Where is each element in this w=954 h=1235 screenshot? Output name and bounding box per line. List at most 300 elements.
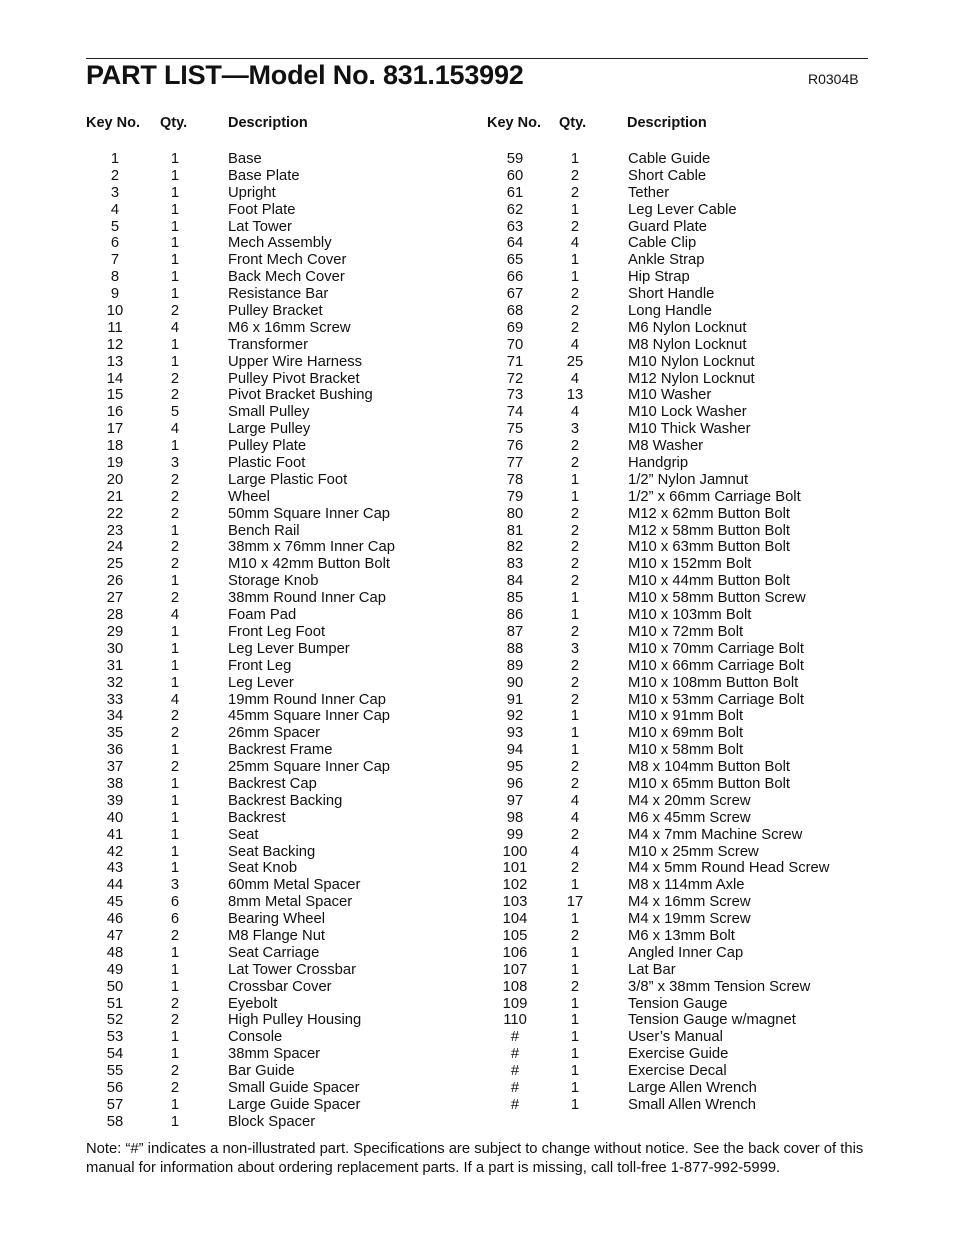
part-qty: 2 [570, 218, 580, 235]
part-description: High Pulley Housing [228, 1012, 362, 1029]
part-description: 19mm Round Inner Cap [228, 691, 386, 708]
part-description: Bench Rail [228, 522, 300, 539]
part-row [0, 455, 954, 472]
part-qty: 5 [170, 404, 180, 421]
part-key-no: 2 [110, 167, 120, 184]
part-qty: 1 [170, 201, 180, 218]
part-description: Pulley Bracket [228, 303, 323, 320]
part-qty: 1 [570, 708, 580, 725]
part-row [0, 725, 954, 742]
part-description: Exercise Decal [628, 1063, 727, 1080]
part-key-no: 101 [502, 860, 528, 877]
part-description: Front Mech Cover [228, 252, 347, 269]
part-description: Pulley Plate [228, 438, 307, 455]
part-key-no: 38 [106, 775, 124, 792]
part-qty: 1 [170, 252, 180, 269]
part-key-no: 53 [106, 1029, 124, 1046]
part-qty: 1 [570, 877, 580, 894]
part-description: Handgrip [628, 455, 689, 472]
part-qty: 2 [170, 505, 180, 522]
part-key-no: 108 [502, 978, 528, 995]
part-description: Large Pulley [228, 421, 311, 438]
part-row [0, 1097, 954, 1114]
part-key-no: 32 [106, 674, 124, 691]
part-description: Pivot Bracket Bushing [228, 387, 373, 404]
part-description: 1/2” x 66mm Carriage Bolt [628, 488, 801, 505]
part-row [0, 1029, 954, 1046]
part-key-no: 64 [506, 235, 524, 252]
part-qty: 2 [570, 691, 580, 708]
part-key-no: 87 [506, 623, 524, 640]
part-row [0, 506, 954, 523]
part-description: Seat Backing [228, 843, 316, 860]
part-description: M10 x 69mm Bolt [628, 725, 744, 742]
part-key-no: 34 [106, 708, 124, 725]
part-key-no: # [510, 1029, 520, 1046]
part-description: Base [228, 151, 262, 167]
part-qty: 2 [170, 303, 180, 320]
part-row [0, 337, 954, 354]
part-description: 38mm Round Inner Cap [228, 590, 386, 607]
part-qty: 2 [170, 725, 180, 742]
part-description: Tension Gauge w/magnet [628, 1012, 796, 1029]
part-description: Eyebolt [228, 995, 278, 1012]
part-qty: 1 [570, 1079, 580, 1096]
header-qty-left: Qty. [160, 115, 188, 131]
part-qty: 2 [570, 657, 580, 674]
part-description: Block Spacer [228, 1113, 316, 1130]
part-qty: 2 [570, 303, 580, 320]
part-row [0, 877, 954, 894]
part-key-no: 106 [502, 944, 528, 961]
part-row [0, 759, 954, 776]
part-key-no: 50 [106, 978, 124, 995]
part-key-no: # [510, 1063, 520, 1080]
part-qty: 1 [570, 151, 580, 167]
part-qty: 1 [170, 944, 180, 961]
part-row [0, 776, 954, 793]
part-qty: 1 [570, 911, 580, 928]
part-qty: 1 [170, 1113, 180, 1130]
part-row [0, 844, 954, 861]
header-desc-right: Description [627, 115, 707, 131]
part-description: Bar Guide [228, 1063, 295, 1080]
part-description: M10 x 53mm Carriage Bolt [628, 691, 804, 708]
part-key-no: 4 [110, 201, 120, 218]
part-key-no: # [510, 1096, 520, 1113]
part-row [0, 979, 954, 996]
part-qty: 3 [570, 421, 580, 438]
part-key-no: 55 [106, 1063, 124, 1080]
part-row [0, 219, 954, 236]
part-key-no: 26 [106, 573, 124, 590]
part-description: Small Pulley [228, 404, 310, 421]
part-qty: 1 [570, 471, 580, 488]
part-description: 26mm Spacer [228, 725, 321, 742]
part-description: 38mm Spacer [228, 1046, 321, 1063]
part-key-no: 86 [506, 607, 524, 624]
part-qty: 1 [570, 488, 580, 505]
part-qty: 2 [570, 860, 580, 877]
part-description: 45mm Square Inner Cap [228, 708, 391, 725]
part-description: M8 x 114mm Axle [628, 877, 745, 894]
part-row [0, 151, 954, 168]
part-qty: 1 [570, 1096, 580, 1113]
part-qty: 2 [170, 759, 180, 776]
part-qty: 1 [170, 353, 180, 370]
part-key-no: 48 [106, 944, 124, 961]
part-description: Guard Plate [628, 218, 707, 235]
part-qty: 1 [170, 336, 180, 353]
part-description: M10 x 66mm Carriage Bolt [628, 657, 804, 674]
part-description: Ankle Strap [628, 252, 705, 269]
part-key-no: 77 [506, 455, 524, 472]
part-qty: 1 [570, 607, 580, 624]
part-row [0, 404, 954, 421]
part-description: Base Plate [228, 167, 300, 184]
part-key-no: 109 [502, 995, 528, 1012]
part-qty: 2 [170, 1063, 180, 1080]
part-qty: 2 [170, 539, 180, 556]
part-qty: 1 [170, 522, 180, 539]
part-qty: 2 [170, 370, 180, 387]
parts-list-right [0, 151, 954, 1114]
part-row [0, 202, 954, 219]
part-qty: 1 [170, 809, 180, 826]
part-key-no: 104 [502, 911, 528, 928]
part-row [0, 438, 954, 455]
part-qty: 1 [570, 944, 580, 961]
part-description: Tether [628, 184, 670, 201]
part-qty: 2 [570, 167, 580, 184]
part-description: M4 x 19mm Screw [628, 911, 751, 928]
part-row [0, 556, 954, 573]
part-description: M8 Flange Nut [228, 927, 326, 944]
part-row [0, 1012, 954, 1029]
part-qty: 2 [570, 556, 580, 573]
part-key-no: 41 [106, 826, 124, 843]
part-key-no: 72 [506, 370, 524, 387]
header-key-left: Key No. [86, 115, 140, 131]
part-row [0, 185, 954, 202]
part-description: Large Plastic Foot [228, 471, 348, 488]
part-key-no: 60 [506, 167, 524, 184]
part-qty: 4 [570, 843, 580, 860]
part-row [0, 860, 954, 877]
part-qty: 2 [570, 455, 580, 472]
part-qty: 4 [170, 691, 180, 708]
part-row [0, 523, 954, 540]
part-key-no: 63 [506, 218, 524, 235]
part-qty: 1 [170, 573, 180, 590]
part-qty: 3 [170, 877, 180, 894]
part-qty: 1 [170, 826, 180, 843]
part-description: M4 x 16mm Screw [628, 894, 751, 911]
part-key-no: 51 [106, 995, 124, 1012]
part-key-no: 78 [506, 471, 524, 488]
part-key-no: 11 [107, 319, 123, 336]
part-qty: 1 [170, 1096, 180, 1113]
part-description: 3/8” x 38mm Tension Screw [628, 978, 811, 995]
part-qty: 1 [170, 961, 180, 978]
part-key-no: 99 [506, 826, 524, 843]
part-description: Leg Lever Cable [628, 201, 737, 218]
part-row [0, 590, 954, 607]
part-qty: 4 [170, 607, 180, 624]
part-qty: 2 [570, 286, 580, 303]
part-key-no: 73 [506, 387, 524, 404]
part-description: M10 x 42mm Button Bolt [228, 556, 391, 573]
part-row [0, 1080, 954, 1097]
part-qty: 17 [566, 894, 584, 911]
part-key-no: 58 [106, 1113, 124, 1130]
part-qty: 2 [570, 438, 580, 455]
part-key-no: 96 [506, 775, 524, 792]
part-row [0, 827, 954, 844]
part-qty: 1 [170, 1046, 180, 1063]
part-description: Resistance Bar [228, 286, 329, 303]
part-key-no: 71 [506, 353, 524, 370]
part-qty: 4 [570, 809, 580, 826]
part-qty: 2 [570, 759, 580, 776]
part-description: M10 x 91mm Bolt [628, 708, 744, 725]
part-description: Backrest Backing [228, 792, 343, 809]
part-qty: 2 [570, 927, 580, 944]
part-key-no: 6 [110, 235, 120, 252]
part-key-no: 30 [106, 640, 124, 657]
part-description: Upper Wire Harness [228, 353, 363, 370]
part-row [0, 658, 954, 675]
part-qty: 2 [170, 488, 180, 505]
part-key-no: 21 [106, 488, 124, 505]
part-description: Backrest Cap [228, 775, 317, 792]
part-qty: 1 [170, 657, 180, 674]
part-key-no: 47 [106, 927, 124, 944]
part-description: Tension Gauge [628, 995, 728, 1012]
part-qty: 2 [570, 184, 580, 201]
part-description: Small Guide Spacer [228, 1079, 360, 1096]
part-key-no: 22 [106, 505, 124, 522]
part-key-no: 23 [106, 522, 124, 539]
part-description: M10 x 70mm Carriage Bolt [628, 640, 804, 657]
part-description: Hip Strap [628, 269, 690, 286]
part-qty: 2 [570, 674, 580, 691]
part-key-no: 35 [106, 725, 124, 742]
part-row [0, 489, 954, 506]
part-key-no: 80 [506, 505, 524, 522]
part-description: M4 x 5mm Round Head Screw [628, 860, 830, 877]
part-description: Cable Guide [628, 151, 711, 167]
part-description: Exercise Guide [628, 1046, 729, 1063]
part-key-no: 54 [106, 1046, 124, 1063]
part-description: M10 Lock Washer [628, 404, 747, 421]
part-key-no: 9 [110, 286, 120, 303]
part-key-no: 28 [106, 607, 124, 624]
part-qty: 4 [570, 336, 580, 353]
header-qty-right: Qty. [559, 115, 587, 131]
part-key-no: 12 [106, 336, 124, 353]
part-key-no: 107 [502, 961, 528, 978]
part-qty: 2 [570, 623, 580, 640]
part-description: M12 x 62mm Button Bolt [628, 505, 791, 522]
part-row [0, 421, 954, 438]
part-qty: 1 [570, 725, 580, 742]
part-key-no: 98 [506, 809, 524, 826]
part-description: M6 Nylon Locknut [628, 319, 747, 336]
part-qty: 2 [570, 573, 580, 590]
part-qty: 6 [170, 894, 180, 911]
part-qty: 1 [170, 623, 180, 640]
part-description: Lat Bar [628, 961, 676, 978]
part-description: Pulley Pivot Bracket [228, 370, 360, 387]
part-qty: 4 [570, 404, 580, 421]
part-description: Large Guide Spacer [228, 1096, 361, 1113]
part-row [0, 235, 954, 252]
part-row [0, 168, 954, 185]
part-key-no: 1 [110, 151, 120, 167]
part-key-no: 13 [106, 353, 124, 370]
part-description: 38mm x 76mm Inner Cap [228, 539, 395, 556]
part-description: Seat Knob [228, 860, 298, 877]
part-description: M6 x 16mm Screw [228, 319, 351, 336]
part-key-no: 62 [506, 201, 524, 218]
part-description: Angled Inner Cap [628, 944, 744, 961]
part-qty: 1 [570, 995, 580, 1012]
part-description: Crossbar Cover [228, 978, 332, 995]
part-key-no: 59 [506, 151, 524, 167]
part-key-no: 103 [502, 894, 528, 911]
part-key-no: 81 [506, 522, 524, 539]
part-description: Bearing Wheel [228, 911, 326, 928]
part-qty: 6 [170, 911, 180, 928]
part-key-no: 44 [106, 877, 124, 894]
part-qty: 1 [570, 590, 580, 607]
part-key-no: 75 [506, 421, 524, 438]
part-qty: 4 [170, 421, 180, 438]
part-description: M10 x 72mm Bolt [628, 623, 744, 640]
part-qty: 1 [570, 1063, 580, 1080]
part-row [0, 675, 954, 692]
part-key-no: 8 [110, 269, 120, 286]
part-qty: 1 [170, 1029, 180, 1046]
part-description: M10 x 44mm Button Bolt [628, 573, 791, 590]
part-description: M4 x 20mm Screw [628, 792, 751, 809]
part-key-no: 66 [506, 269, 524, 286]
part-row [0, 624, 954, 641]
part-row [0, 962, 954, 979]
part-row [0, 303, 954, 320]
part-description: Front Leg Foot [228, 623, 326, 640]
part-description: Cable Clip [628, 235, 697, 252]
part-row [0, 354, 954, 371]
part-qty: 3 [170, 455, 180, 472]
part-description: Seat [228, 826, 259, 843]
part-qty: 1 [170, 218, 180, 235]
part-row [0, 1114, 470, 1131]
part-key-no: 20 [106, 471, 124, 488]
part-description: User’s Manual [628, 1029, 723, 1046]
part-qty: 2 [170, 471, 180, 488]
part-description: Transformer [228, 336, 309, 353]
part-key-no: 76 [506, 438, 524, 455]
part-row [0, 742, 954, 759]
part-key-no: 14 [106, 370, 124, 387]
part-qty: 1 [570, 961, 580, 978]
part-description: 8mm Metal Spacer [228, 894, 353, 911]
part-qty: 2 [570, 775, 580, 792]
part-qty: 2 [570, 522, 580, 539]
part-key-no: 105 [502, 927, 528, 944]
part-qty: 1 [170, 286, 180, 303]
part-description: Short Cable [628, 167, 707, 184]
part-qty: 1 [170, 151, 180, 167]
part-key-no: 82 [506, 539, 524, 556]
part-description: Foam Pad [228, 607, 297, 624]
part-key-no: 42 [106, 843, 124, 860]
part-description: M10 x 58mm Bolt [628, 742, 744, 759]
part-qty: 1 [170, 184, 180, 201]
part-qty: 2 [570, 539, 580, 556]
part-qty: 1 [570, 269, 580, 286]
part-description: M10 x 65mm Button Bolt [628, 775, 791, 792]
part-description: M10 x 58mm Button Screw [628, 590, 806, 607]
part-description: Console [228, 1029, 283, 1046]
part-qty: 2 [570, 319, 580, 336]
footnote: Note: “#” indicates a non-illustrated part. Specifications are subject to change without notice. See the back cover of this manual for information about ordering replacement parts. If a part is missing, call toll-free 1-877-992-5999. [86, 1141, 864, 1176]
part-key-no: 65 [506, 252, 524, 269]
part-row [0, 911, 954, 928]
part-description: Small Allen Wrench [628, 1096, 757, 1113]
part-row [0, 928, 954, 945]
part-qty: 1 [170, 775, 180, 792]
part-key-no: 10 [106, 303, 124, 320]
part-description: 50mm Square Inner Cap [228, 505, 391, 522]
part-description: Leg Lever Bumper [228, 640, 350, 657]
part-description: Seat Carriage [228, 944, 320, 961]
part-qty: 3 [570, 640, 580, 657]
part-key-no: 3 [110, 184, 120, 201]
part-key-no: # [510, 1046, 520, 1063]
part-description: Plastic Foot [228, 455, 306, 472]
page-title: PART LIST—Model No. 831.153992 [86, 60, 524, 90]
part-description: Backrest [228, 809, 286, 826]
part-description: Leg Lever [228, 674, 294, 691]
part-qty: 1 [570, 252, 580, 269]
part-key-no: 70 [506, 336, 524, 353]
part-key-no: 36 [106, 742, 124, 759]
part-qty: 1 [170, 640, 180, 657]
part-key-no: 88 [506, 640, 524, 657]
part-key-no: 93 [506, 725, 524, 742]
part-qty: 4 [170, 319, 180, 336]
part-description: M4 x 7mm Machine Screw [628, 826, 803, 843]
part-row [0, 252, 954, 269]
part-row [0, 641, 954, 658]
part-description: Upright [228, 184, 276, 201]
part-key-no: 27 [106, 590, 124, 607]
document-code: R0304B [808, 71, 859, 87]
part-key-no: 84 [506, 573, 524, 590]
part-key-no: 5 [110, 218, 120, 235]
part-key-no: 29 [106, 623, 124, 640]
part-qty: 1 [170, 978, 180, 995]
part-key-no: # [510, 1079, 520, 1096]
part-qty: 2 [170, 995, 180, 1012]
part-qty: 1 [170, 674, 180, 691]
part-key-no: 69 [506, 319, 524, 336]
part-description: M6 x 45mm Screw [628, 809, 751, 826]
part-key-no: 15 [106, 387, 124, 404]
